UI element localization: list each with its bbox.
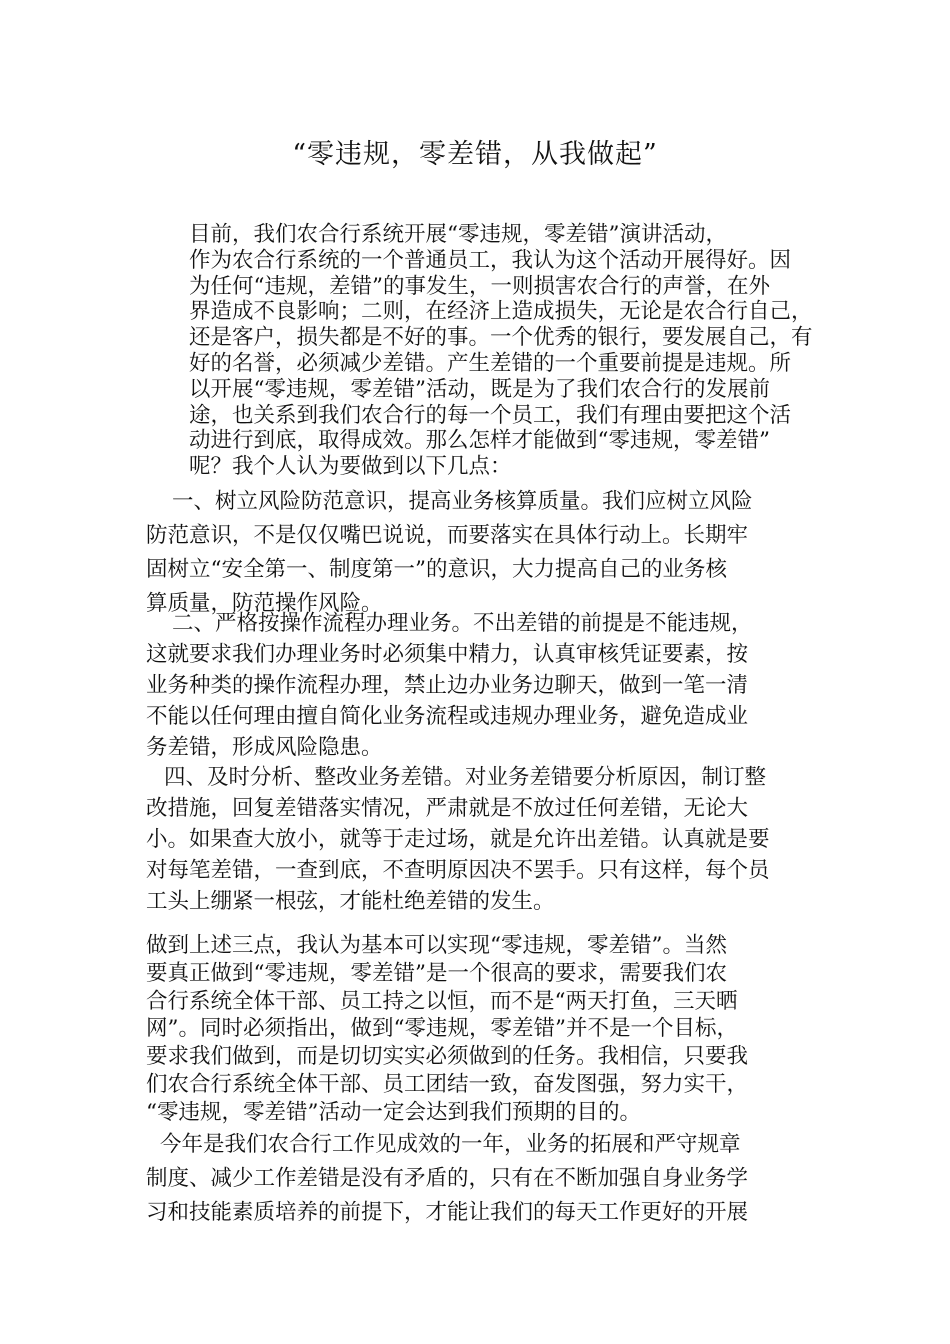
text-line: 一、树立风险防范意识，提高业务核算质量。我们应树立风险 (172, 489, 753, 514)
text-line: 业务种类的操作流程办理，禁止边办业务边聊天，做到一笔一清 (146, 673, 749, 698)
text-line: 对每笔差错，一查到底，不查明原因决不罢手。只有这样，每个员 (146, 858, 770, 883)
text-line: 要求我们做到，而是切切实实必须做到的任务。我相信，只要我 (146, 1044, 749, 1070)
text-line: 途，也关系到我们农合行的每一个员工，我们有理由要把这个活 (189, 402, 792, 428)
text-line: 目前，我们农合行系统开展“零违规，零差错”演讲活动， (189, 222, 727, 247)
text-line: 呢？我个人认为要做到以下几点： (189, 454, 512, 480)
summary-paragraph (146, 932, 810, 1127)
point-1-paragraph (146, 485, 810, 621)
point-4-paragraph (146, 762, 810, 917)
text-line: 四、及时分析、整改业务差错。对业务差错要分析原因，制订整 (164, 765, 767, 790)
intro-paragraph (146, 222, 813, 480)
text-line: 不能以任何理由擅自简化业务流程或违规办理业务，避免造成业 (146, 704, 749, 729)
text-line: 防范意识，不是仅仅嘴巴说说，而要落实在具体行动上。长期牢 (146, 523, 749, 548)
text-line: 小。如果查大放小，就等于走过场，就是允许出差错。认真就是要 (146, 827, 770, 852)
text-line: 固树立“安全第一、制度第一”的意识，大力提高自己的业务核 (146, 557, 727, 582)
text-line: 习和技能素质培养的前提下，才能让我们的每天工作更好的开展 (146, 1200, 749, 1225)
text-line: 今年是我们农合行工作见成效的一年，业务的拓展和严守规章 (160, 1132, 741, 1157)
text-line: 制度、减少工作差错是没有矛盾的，只有在不断加强自身业务学 (146, 1166, 749, 1191)
text-line: 好的名誉，必须减少差错。产生差错的一个重要前提是违规。所 (189, 350, 792, 376)
text-line: 务差错，形成风险隐患。 (146, 735, 383, 760)
text-line: 要真正做到“零违规，零差错”是一个很高的要求，需要我们农 (146, 960, 727, 986)
closing-paragraph (146, 1128, 810, 1230)
text-line: 界造成不良影响；二则，在经济上造成损失，无论是农合行自己， (189, 299, 813, 325)
text-line: “零违规，零差错”活动一定会达到我们预期的目的。 (146, 1099, 641, 1125)
document-title: “零违规，零差错，从我做起” (292, 139, 658, 170)
text-line: 还是客户，损失都是不好的事。一个优秀的银行，要发展自己，有 (189, 325, 813, 351)
point-2-paragraph (146, 608, 810, 763)
text-line: 算质量，防范操作风险。 (146, 591, 383, 616)
text-line: 以开展“零违规，零差错”活动，既是为了我们农合行的发展前 (189, 376, 770, 402)
text-line: 这就要求我们办理业务时必须集中精力，认真审核凭证要素，按 (146, 642, 749, 667)
text-line: 工头上绷紧一根弦，才能杜绝差错的发生。 (146, 889, 555, 914)
text-line: 做到上述三点，我认为基本可以实现“零违规，零差错”。当然 (146, 933, 727, 958)
text-line: 为任何“违规，差错”的事发生，一则损害农合行的声誉，在外 (189, 273, 770, 299)
text-line: 作为农合行系统的一个普通员工，我认为这个活动开展得好。因 (189, 247, 792, 273)
text-line: 网”。同时必须指出，做到“零违规，零差错”并不是一个目标， (146, 1016, 738, 1042)
text-line: 二、严格按操作流程办理业务。不出差错的前提是不能违规， (172, 611, 753, 636)
text-line: 们农合行系统全体干部、员工团结一致，奋发图强，努力实干， (146, 1071, 749, 1097)
text-line: 合行系统全体干部、员工持之以恒，而不是“两天打鱼，三天晒 (146, 988, 738, 1014)
text-line: 改措施，回复差错落实情况，严肃就是不放过任何差错，无论大 (146, 796, 749, 821)
text-line: 动进行到底，取得成效。那么怎样才能做到“零违规，零差错” (189, 428, 770, 454)
